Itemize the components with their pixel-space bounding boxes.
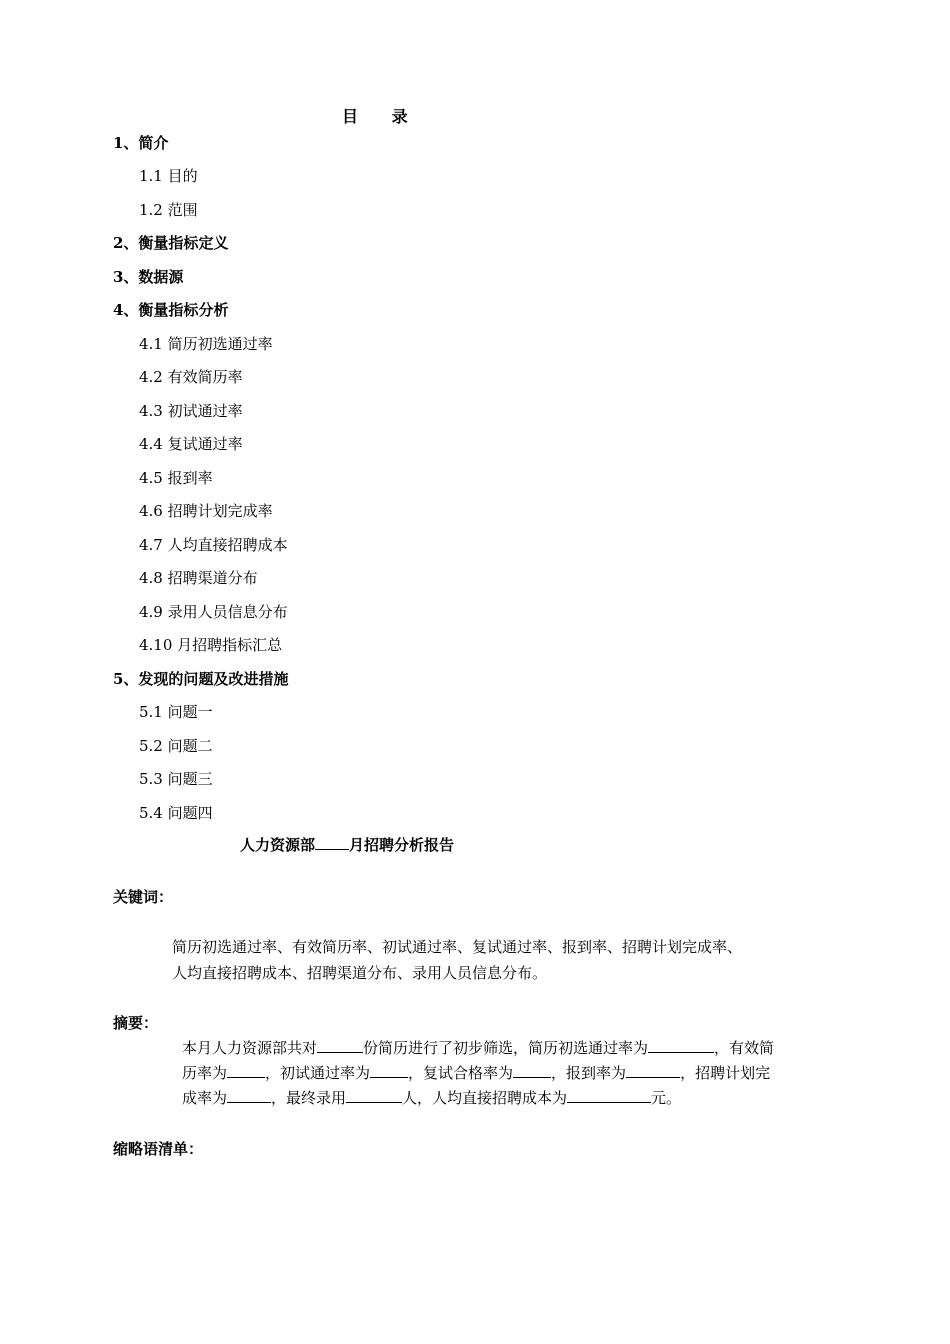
resume-count-blank xyxy=(317,1038,363,1053)
toc-item: 4.8 招聘渠道分布 xyxy=(139,569,258,587)
report-title xyxy=(240,834,454,855)
toc-item: 2、衡量指标定义 xyxy=(113,234,229,252)
abstract-text: 历率为 xyxy=(182,1064,228,1082)
abstract-text: 成率为 xyxy=(182,1089,228,1107)
keywords-line: 简历初选通过率、有效简历率、初试通过率、复试通过率、报到率、招聘计划完成率、 xyxy=(172,938,743,956)
report-title-prefix: 人力资源部 xyxy=(240,836,316,854)
first-interview-rate-blank xyxy=(370,1063,408,1078)
abstract-text: ，最终录用 xyxy=(271,1089,347,1107)
abstract-line xyxy=(182,1087,681,1108)
report-title-suffix: 月招聘分析报告 xyxy=(349,836,455,854)
toc-item: 3、数据源 xyxy=(113,268,184,286)
toc-title: 目 录 xyxy=(342,107,422,126)
abstract-text: ，报到率为 xyxy=(551,1064,627,1082)
cost-per-hire-blank xyxy=(567,1088,651,1103)
report-rate-blank xyxy=(626,1063,680,1078)
toc-item: 5.2 问题二 xyxy=(139,737,213,755)
abstract-text: ，初试通过率为 xyxy=(265,1064,371,1082)
toc-item: 4.2 有效简历率 xyxy=(139,368,243,386)
month-blank xyxy=(315,835,349,850)
toc-item: 5.1 问题一 xyxy=(139,703,213,721)
hired-count-blank xyxy=(346,1088,402,1103)
abstract-line xyxy=(182,1062,770,1083)
plan-completion-blank xyxy=(227,1088,271,1103)
toc-item: 4.3 初试通过率 xyxy=(139,402,243,420)
toc-item: 4.10 月招聘指标汇总 xyxy=(139,636,283,654)
valid-rate-blank xyxy=(227,1063,265,1078)
abstract-text: ，复试合格率为 xyxy=(408,1064,514,1082)
toc-item: 5.3 问题三 xyxy=(139,770,213,788)
toc-item: 5.4 问题四 xyxy=(139,804,213,822)
toc-item: 4.6 招聘计划完成率 xyxy=(139,502,273,520)
abstract-text: ，有效简 xyxy=(714,1039,775,1057)
toc-item: 4.7 人均直接招聘成本 xyxy=(139,536,288,554)
abstract-text: ，招聘计划完 xyxy=(680,1064,771,1082)
toc-item: 4.4 复试通过率 xyxy=(139,435,243,453)
abstract-heading: 摘要： xyxy=(113,1014,159,1032)
abbreviations-heading: 缩略语清单： xyxy=(113,1140,204,1158)
abstract-text: 本月人力资源部共对 xyxy=(182,1039,318,1057)
toc-item: 4、衡量指标分析 xyxy=(113,301,229,319)
abstract-text: 元。 xyxy=(651,1089,682,1107)
toc-item: 1.1 目的 xyxy=(139,167,198,185)
abstract-text: 人，人均直接招聘成本为 xyxy=(402,1089,568,1107)
toc-item: 4.1 简历初选通过率 xyxy=(139,335,273,353)
keywords-line: 人均直接招聘成本、招聘渠道分布、录用人员信息分布。 xyxy=(172,964,548,982)
toc-item: 5、发现的问题及改进措施 xyxy=(113,670,289,688)
abstract-line xyxy=(182,1037,774,1058)
screen-rate-blank xyxy=(648,1038,714,1053)
toc-item: 4.9 录用人员信息分布 xyxy=(139,603,288,621)
keywords-heading: 关键词： xyxy=(113,888,174,906)
toc-item: 4.5 报到率 xyxy=(139,469,213,487)
toc-item: 1.2 范围 xyxy=(139,201,198,219)
toc-item: 1、简介 xyxy=(113,134,169,152)
second-interview-rate-blank xyxy=(513,1063,551,1078)
abstract-text: 份简历进行了初步筛选，简历初选通过率为 xyxy=(363,1039,649,1057)
